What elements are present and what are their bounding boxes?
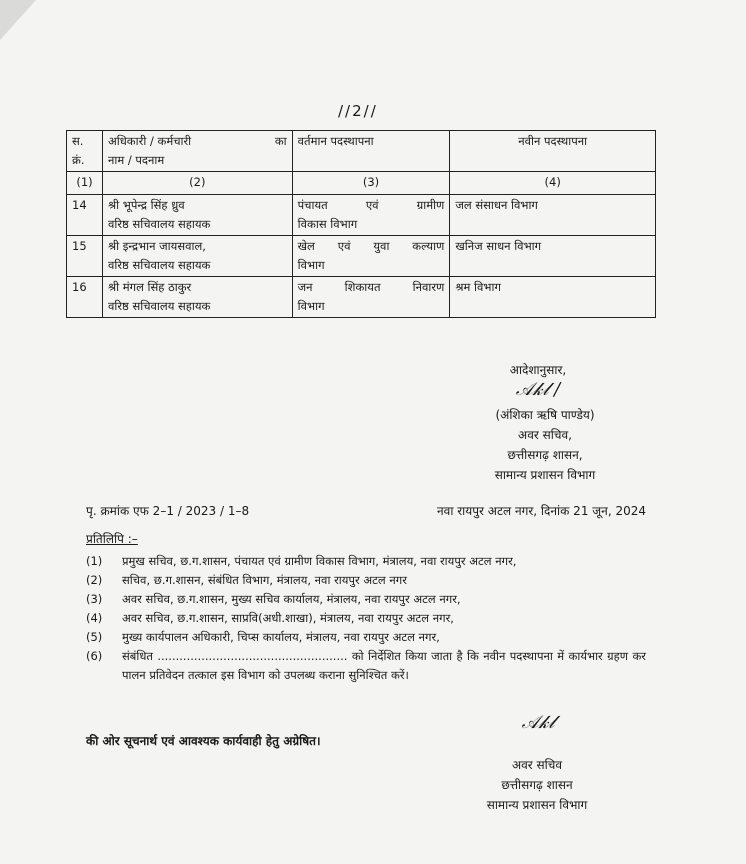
signatory-block-1: (अंशिका ऋषि पाण्डेय) अवर सचिव, छत्तीसगढ़ शासन, सामान्य प्रशासन विभाग bbox=[494, 408, 596, 482]
list-item: (5) मुख्य कार्यपालन अधिकारी, चिप्स कार्यालय, मंत्रालय, नवा रायपुर अटल नगर, bbox=[86, 630, 440, 644]
place-date: नवा रायपुर अटल नगर, दिनांक 21 जून, 2024 bbox=[437, 504, 646, 518]
signatory-block-2: अवर सचिव छत्तीसगढ़ शासन सामान्य प्रशासन विभाग bbox=[486, 758, 588, 812]
table-row: 15 श्री इन्द्रभान जायसवाल, वरिष्ठ सचिवालय सहायक खेल एवं युवा कल्याण विभाग खनिज साधन विभाग bbox=[67, 236, 656, 277]
list-item: (3) अवर सचिव, छ.ग.शासन, मुख्य सचिव कार्यालय, मंत्रालय, नवा रायपुर अटल नगर, bbox=[86, 592, 461, 606]
table-row: 14 श्री भूपेन्द्र सिंह ध्रुव वरिष्ठ सचिवालय सहायक पंचायत एवं ग्रामीण विकास विभाग जल संसाधन विभाग bbox=[67, 195, 656, 236]
order-signature: आदेशानुसार, 𝒜𝓀𝓁 / bbox=[468, 360, 608, 400]
reference-number: पृ. क्रमांक एफ 2–1 / 2023 / 1–8 bbox=[86, 504, 250, 518]
handwritten-signature: 𝒜𝓀𝓁 / bbox=[515, 379, 561, 400]
handwritten-signature-2: 𝒜𝓀𝓁 bbox=[521, 712, 555, 733]
table-header-row bbox=[67, 131, 656, 172]
reference-line bbox=[86, 502, 646, 519]
table-index-row: (1) (2) (3) (4) bbox=[67, 172, 656, 195]
header-new-posting: नवीन पदस्थापना bbox=[450, 131, 656, 172]
forward-note: की ओर सूचनार्थ एवं आवश्यक कार्यवाही हेतु अग्रेषित। bbox=[86, 734, 321, 748]
list-item: (4) अवर सचिव, छ.ग.शासन, साप्रवि(अधी.शाखा), मंत्रालय, नवा रायपुर अटल नगर, bbox=[86, 611, 454, 625]
posting-table bbox=[66, 130, 656, 318]
copy-list bbox=[86, 552, 646, 685]
header-serial: स. क्रं. bbox=[67, 131, 103, 172]
page-corner-fold bbox=[0, 0, 36, 40]
copy-heading: प्रतिलिपि :– bbox=[86, 532, 138, 546]
page-number: //2// bbox=[338, 102, 378, 120]
table-row: 16 श्री मंगल सिंह ठाकुर वरिष्ठ सचिवालय सहायक जन शिकायत निवारण विभाग श्रम विभाग bbox=[67, 277, 656, 318]
header-current-posting: वर्तमान पदस्थापना bbox=[292, 131, 450, 172]
header-official: अधिकारी / कर्मचारी का नाम / पदनाम bbox=[102, 131, 292, 172]
list-item: (1) प्रमुख सचिव, छ.ग.शासन, पंचायत एवं ग्रामीण विकास विभाग, मंत्रालय, नवा रायपुर अटल नगर, bbox=[86, 554, 517, 568]
list-item: (6) संबंधित .................................................... को निर्देशित किया जाता है कि नवीन पदस्थापना में कार्यभार ग्रहण कर पालन प्रतिवेदन तत्काल इस विभाग को उपलब्ध कराना सुनिश्चित करें। bbox=[86, 649, 646, 682]
list-item: (2) सचिव, छ.ग.शासन, संबंधित विभाग, मंत्रालय, नवा रायपुर अटल नगर bbox=[86, 573, 407, 587]
